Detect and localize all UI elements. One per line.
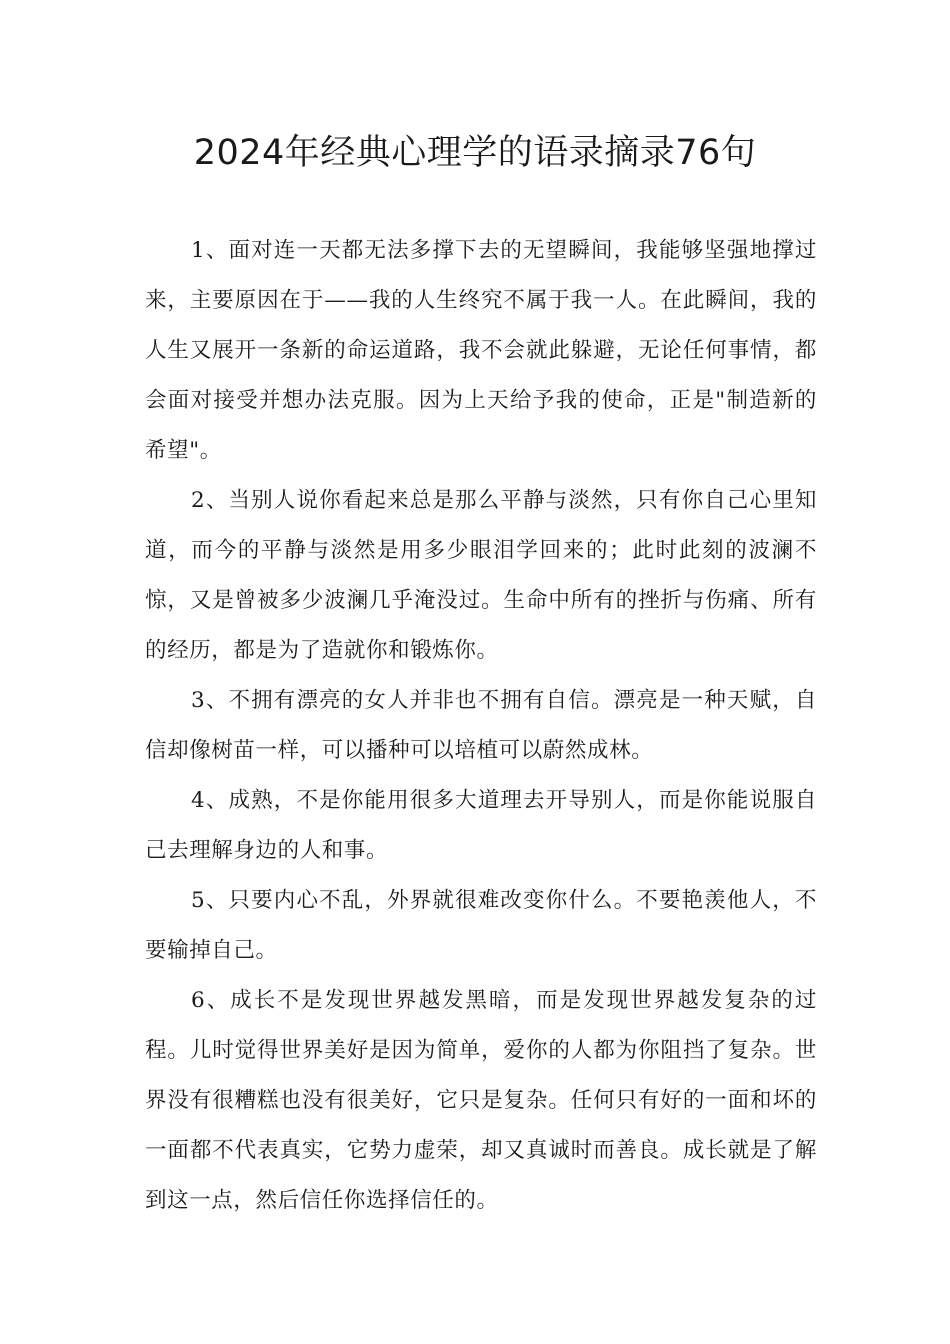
paragraph-5: 5、只要内心不乱，外界就很难改变你什么。不要艳羡他人，不要输掉自己。 [145,888,817,963]
paragraph-4: 4、成熟，不是你能用很多大道理去开导别人，而是你能说服自己去理解身边的人和事。 [145,788,817,863]
document-title: 2024年经典心理学的语录摘录76句 [193,133,757,173]
document-body [145,226,817,1226]
paragraph-1: 1、面对连一天都无法多撑下去的无望瞬间，我能够坚强地撑过来，主要原因在于——我的人生终究不属于我一人。在此瞬间，我的人生又展开一条新的命运道路，我不会就此躲避，无论任何事情，都会面对接受并想办法克服。因为上天给予我的使命，正是"制造新的希望"。 [145,238,817,463]
paragraph-6: 6、成长不是发现世界越发黑暗，而是发现世界越发复杂的过程。儿时觉得世界美好是因为简单，爱你的人都为你阻挡了复杂。世界没有很糟糕也没有很美好，它只是复杂。任何只有好的一面和坏的一面都不代表真实，它势力虚荣，却又真诚时而善良。成长就是了解到这一点，然后信任你选择信任的。 [145,988,817,1213]
paragraph-3: 3、不拥有漂亮的女人并非也不拥有自信。漂亮是一种天赋，自信却像树苗一样，可以播种可以培植可以蔚然成林。 [145,688,817,763]
paragraph-2: 2、当别人说你看起来总是那么平静与淡然，只有你自己心里知道，而今的平静与淡然是用多少眼泪学回来的；此时此刻的波澜不惊，又是曾被多少波澜几乎淹没过。生命中所有的挫折与伤痛、所有的经历，都是为了造就你和锻炼你。 [145,488,817,663]
